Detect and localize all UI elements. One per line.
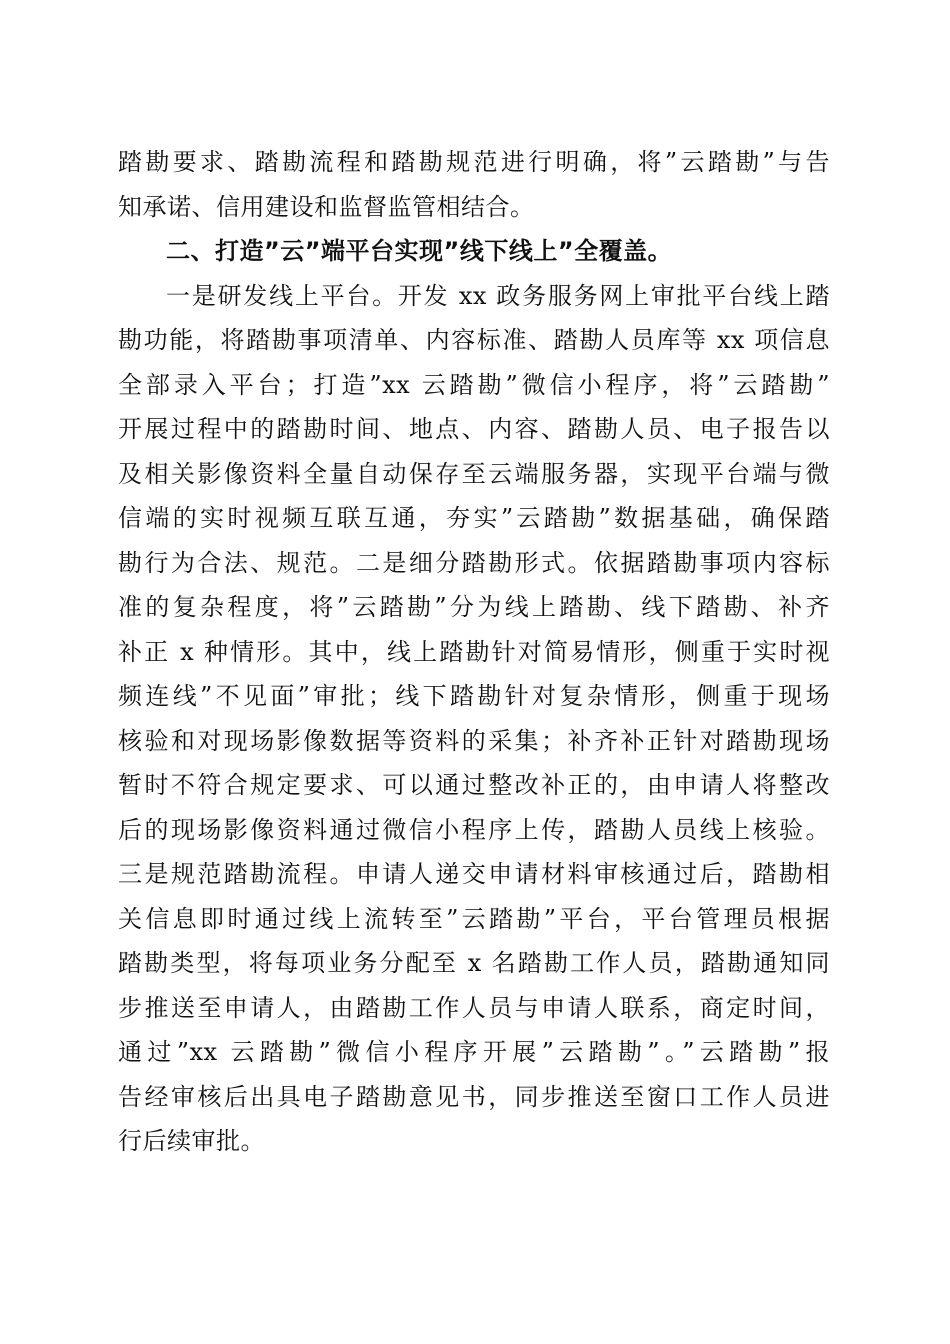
- paragraph-line: 行后续审批。: [118, 1127, 265, 1155]
- paragraph-line: 开展过程中的踏勘时间、地点、内容、踏勘人员、电子报告以: [118, 415, 830, 443]
- paragraph-line: 知承诺、信用建设和监督监管相结合。: [118, 192, 535, 221]
- paragraph-line: 一是研发线上平台。开发 xx 政务服务网上审批平台线上踏: [166, 281, 830, 310]
- paragraph-line: 关信息即时通过线上流转至”云踏勘”平台，平台管理员根据: [118, 904, 830, 933]
- paragraph-line: 踏勘类型，将每项业务分配至 x 名踏勘工作人员，踏勘通知同: [118, 949, 830, 977]
- paragraph-line: 通过”xx 云踏勘”微信小程序开展”云踏勘”。”云踏勘”报: [118, 1038, 830, 1066]
- paragraph-line: 三是规范踏勘流程。申请人递交申请材料审核通过后，踏勘相: [118, 860, 830, 888]
- paragraph-line: 补正 x 种情形。其中，线上踏勘针对简易情形，侧重于实时视: [118, 637, 830, 666]
- paragraph-line: 准的复杂程度，将”云踏勘”分为线上踏勘、线下踏勘、补齐: [118, 593, 830, 621]
- section-heading: 二、打造”云”端平台实现”线下线上”全覆盖。: [166, 237, 673, 265]
- paragraph-line: 步推送至申请人，由踏勘工作人员与申请人联系，商定时间，: [118, 993, 830, 1022]
- paragraph-line: 踏勘要求、踏勘流程和踏勘规范进行明确，将”云踏勘”与告: [118, 148, 830, 176]
- paragraph-line: 勘功能，将踏勘事项清单、内容标准、踏勘人员库等 xx 项信息: [118, 326, 830, 354]
- paragraph-line: 信端的实时视频互联互通，夯实”云踏勘”数据基础，确保踏: [118, 504, 830, 532]
- paragraph-line: 频连线”不见面”审批；线下踏勘针对复杂情形，侧重于现场: [118, 682, 830, 710]
- paragraph-line: 后的现场影像资料通过微信小程序上传，踏勘人员线上核验。: [118, 815, 830, 844]
- paragraph-line: 核验和对现场影像数据等资料的采集；补齐补正针对踏勘现场: [118, 726, 830, 755]
- document-body: [118, 140, 830, 1164]
- paragraph-line: 勘行为合法、规范。二是细分踏勘形式。依据踏勘事项内容标: [118, 548, 830, 577]
- paragraph-line: 及相关影像资料全量自动保存至云端服务器，实现平台端与微: [118, 459, 830, 488]
- paragraph-line: 告经审核后出具电子踏勘意见书，同步推送至窗口工作人员进: [118, 1082, 830, 1111]
- paragraph-line: 全部录入平台；打造”xx 云踏勘”微信小程序，将”云踏勘”: [118, 370, 830, 399]
- paragraph-line: 暂时不符合规定要求、可以通过整改补正的，由申请人将整改: [118, 771, 830, 799]
